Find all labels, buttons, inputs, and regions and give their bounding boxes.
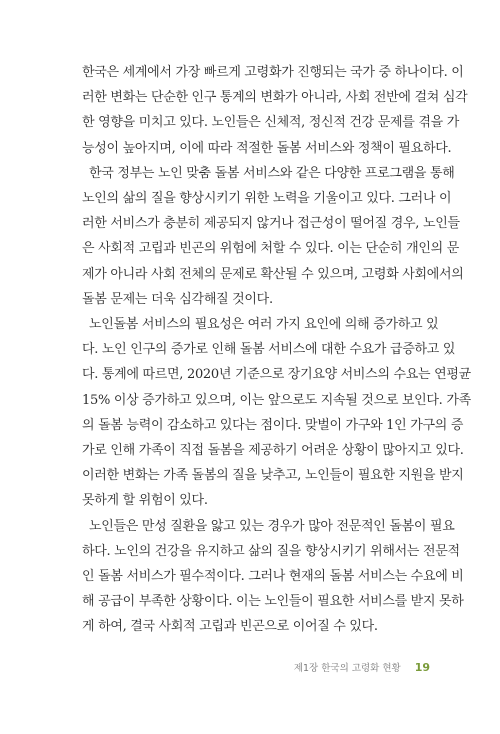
text-line: 한 영향을 미치고 있다. 노인들은 신체적, 정신적 건강 문제를 겪을 가	[82, 115, 459, 131]
text-line: 한국은 세계에서 가장 빠르게 고령화가 진행되는 국가 중 하나이다. 이	[82, 65, 464, 80]
text-line: 의 돌봄 능력이 감소하고 있다는 점이다. 맞벌이 가구와 1인 가구의 증	[82, 417, 464, 433]
text-line: 능성이 높아지며, 이에 따라 적절한 돌봄 서비스와 정책이 필요하다.	[82, 140, 452, 156]
text-line: 하다. 노인의 건강을 유지하고 삶의 질을 향상시키기 위해서는 전문적	[82, 543, 460, 559]
text-line: 돌봄 문제는 더욱 심각해질 것이다.	[82, 291, 273, 307]
text-line: 노인들은 만성 질환을 앓고 있는 경우가 많아 전문적인 돌봄이 필요	[89, 518, 455, 534]
text-line: 게 하여, 결국 사회적 고립과 빈곤으로 이어질 수 있다.	[82, 619, 378, 635]
text-line: 러한 변화는 단순한 인구 통계의 변화가 아니라, 사회 전반에 걸쳐 심각	[82, 90, 468, 106]
running-footer-chapter: 제1장 한국의 고령화 현황	[293, 663, 401, 674]
text-line: 다. 노인 인구의 증가로 인해 돌봄 서비스에 대한 수요가 급증하고 있	[82, 342, 456, 358]
text-line: 노인의 삶의 질을 향상시키기 위한 노력을 기울이고 있다. 그러나 이	[82, 191, 452, 207]
paragraph-3	[82, 312, 471, 514]
text-line: 은 사회적 고립과 빈곤의 위험에 처할 수 있다. 이는 단순히 개인의 문	[82, 241, 459, 257]
page-number: 19	[414, 661, 430, 674]
page-footer	[0, 660, 430, 674]
text-line: 15% 이상 증가하고 있으며, 이는 앞으로도 지속될 것으로 보인다. 가족	[82, 392, 471, 408]
text-line: 못하게 할 위험이 있다.	[82, 493, 208, 509]
text-line: 가로 인해 가족이 직접 돌봄을 제공하기 어려운 상황이 많아지고 있다.	[82, 443, 464, 459]
text-line: 인 돌봄 서비스가 필수적이다. 그러나 현재의 돌봄 서비스는 수요에 비	[82, 569, 464, 585]
text-line: 이러한 변화는 가족 돌봄의 질을 낮추고, 노인들이 필요한 지원을 받지	[82, 468, 464, 484]
text-line: 다. 통계에 따르면, 2020년 기준으로 장기요양 서비스의 수요는 연평균	[82, 367, 471, 383]
paragraph-1	[82, 60, 468, 161]
paragraph-2	[82, 161, 464, 312]
text-line: 러한 서비스가 충분히 제공되지 않거나 접근성이 떨어질 경우, 노인들	[82, 216, 460, 232]
body-text	[82, 60, 471, 640]
paragraph-4	[82, 514, 464, 640]
text-line: 해 공급이 부족한 상황이다. 이는 노인들이 필요한 서비스를 받지 못하	[82, 594, 464, 610]
text-line: 노인돌봄 서비스의 필요성은 여러 가지 요인에 의해 증가하고 있	[89, 317, 439, 333]
text-line: 한국 정부는 노인 맞춤 돌봄 서비스와 같은 다양한 프로그램을 통해	[89, 165, 455, 181]
text-line: 제가 아니라 사회 전체의 문제로 확산될 수 있으며, 고령화 사회에서의	[82, 266, 464, 282]
